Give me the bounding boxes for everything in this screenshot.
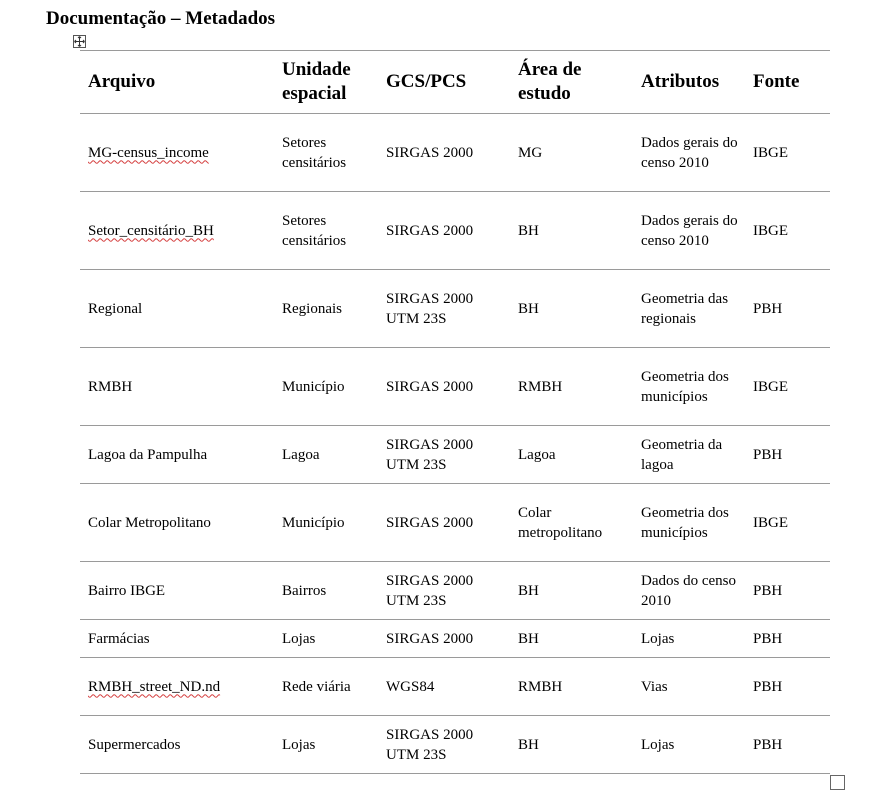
cell-arquivo: Regional	[80, 270, 274, 348]
cell-fonte: PBH	[745, 658, 830, 716]
header-arquivo: Arquivo	[80, 51, 274, 114]
cell-gcs: SIRGAS 2000 UTM 23S	[378, 426, 510, 484]
cell-arquivo: Supermercados	[80, 716, 274, 774]
cell-atributos: Vias	[633, 658, 745, 716]
cell-unidade: Setores censitários	[274, 114, 378, 192]
cell-area: BH	[510, 192, 633, 270]
table-row	[80, 114, 830, 192]
cell-fonte: IBGE	[745, 348, 830, 426]
cell-atributos: Geometria da lagoa	[633, 426, 745, 484]
cell-gcs: WGS84	[378, 658, 510, 716]
metadata-table	[80, 50, 830, 774]
cell-area: MG	[510, 114, 633, 192]
cell-arquivo	[80, 114, 274, 192]
cell-area: BH	[510, 716, 633, 774]
cell-area: BH	[510, 620, 633, 658]
table-row	[80, 620, 830, 658]
cell-area: Lagoa	[510, 426, 633, 484]
cell-gcs: SIRGAS 2000 UTM 23S	[378, 562, 510, 620]
cell-area: BH	[510, 562, 633, 620]
cell-unidade: Município	[274, 484, 378, 562]
table-row	[80, 562, 830, 620]
cell-unidade: Bairros	[274, 562, 378, 620]
cell-atributos: Dados do censo 2010	[633, 562, 745, 620]
document-title: Documentação – Metadados	[46, 8, 276, 29]
cell-arquivo	[80, 192, 274, 270]
cell-atributos: Geometria das regionais	[633, 270, 745, 348]
cell-unidade: Setores censitários	[274, 192, 378, 270]
cell-unidade: Lojas	[274, 620, 378, 658]
cell-fonte: IBGE	[745, 192, 830, 270]
cell-unidade: Município	[274, 348, 378, 426]
cell-gcs: SIRGAS 2000	[378, 114, 510, 192]
table-row	[80, 426, 830, 484]
cell-unidade: Lagoa	[274, 426, 378, 484]
header-atributos: Atributos	[633, 51, 745, 114]
table-row	[80, 192, 830, 270]
table-row	[80, 484, 830, 562]
cell-unidade: Lojas	[274, 716, 378, 774]
table-resize-handle-icon[interactable]	[830, 775, 845, 790]
cell-unidade: Regionais	[274, 270, 378, 348]
cell-arquivo-text: RMBH_street_ND.nd	[88, 678, 221, 695]
cell-area: RMBH	[510, 348, 633, 426]
cell-arquivo: Farmácias	[80, 620, 274, 658]
table-row	[80, 658, 830, 716]
cell-area: RMBH	[510, 658, 633, 716]
cell-arquivo: Bairro IBGE	[80, 562, 274, 620]
table-move-handle-icon[interactable]	[73, 35, 86, 48]
cell-fonte: PBH	[745, 620, 830, 658]
cell-arquivo-text: Setor_censitário_BH	[88, 222, 214, 239]
cell-fonte: IBGE	[745, 484, 830, 562]
cell-arquivo: RMBH	[80, 348, 274, 426]
cell-fonte: IBGE	[745, 114, 830, 192]
cell-gcs: SIRGAS 2000 UTM 23S	[378, 270, 510, 348]
cell-fonte: PBH	[745, 716, 830, 774]
cell-atributos: Lojas	[633, 620, 745, 658]
cell-arquivo: Colar Metropolitano	[80, 484, 274, 562]
cell-arquivo: Lagoa da Pampulha	[80, 426, 274, 484]
cell-gcs: SIRGAS 2000	[378, 620, 510, 658]
cell-arquivo-text: MG-census_income	[88, 144, 209, 161]
header-gcs-pcs: GCS/PCS	[378, 51, 510, 114]
header-fonte: Fonte	[745, 51, 830, 114]
cell-atributos: Geometria dos municípios	[633, 348, 745, 426]
cell-arquivo	[80, 658, 274, 716]
header-area-de-estudo: Área de estudo	[510, 51, 633, 114]
table-row	[80, 348, 830, 426]
cell-area: BH	[510, 270, 633, 348]
cell-unidade: Rede viária	[274, 658, 378, 716]
cell-gcs: SIRGAS 2000	[378, 192, 510, 270]
cell-atributos: Dados gerais do censo 2010	[633, 114, 745, 192]
cell-fonte: PBH	[745, 426, 830, 484]
cell-gcs: SIRGAS 2000	[378, 484, 510, 562]
cell-area: Colar metropolitano	[510, 484, 633, 562]
cell-gcs: SIRGAS 2000 UTM 23S	[378, 716, 510, 774]
cell-atributos: Dados gerais do censo 2010	[633, 192, 745, 270]
cell-atributos: Lojas	[633, 716, 745, 774]
cell-atributos: Geometria dos municípios	[633, 484, 745, 562]
table-row	[80, 716, 830, 774]
header-unidade-espacial: Unidade espacial	[274, 51, 378, 114]
cell-gcs: SIRGAS 2000	[378, 348, 510, 426]
table-row	[80, 270, 830, 348]
cell-fonte: PBH	[745, 270, 830, 348]
table-header-row	[80, 51, 830, 114]
cell-fonte: PBH	[745, 562, 830, 620]
